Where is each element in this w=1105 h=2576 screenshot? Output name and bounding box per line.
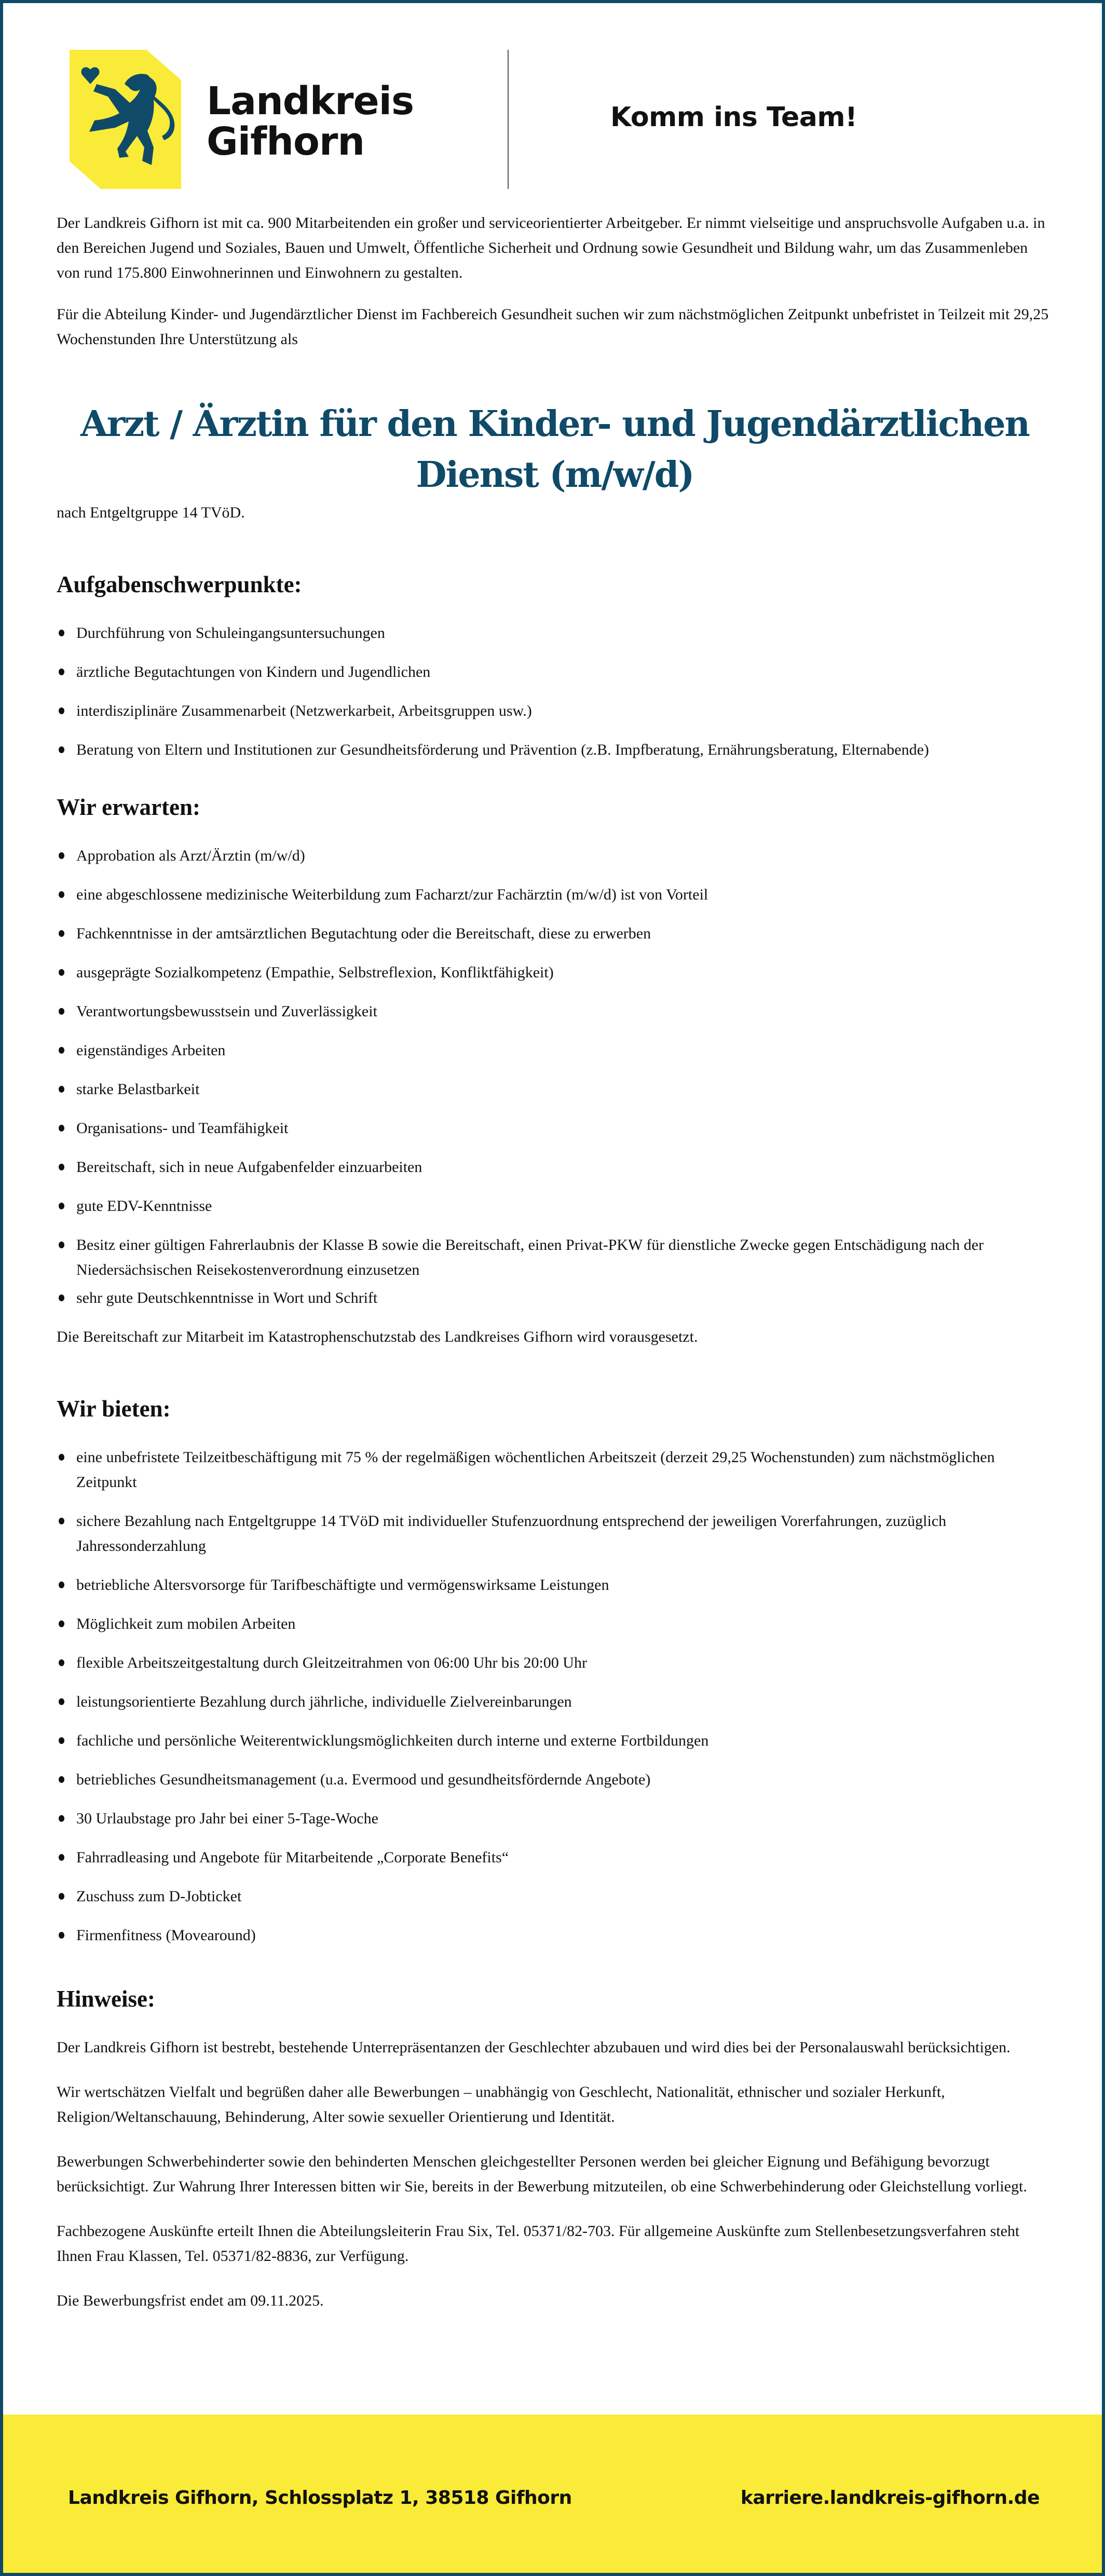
list-item: starke Belastbarkeit — [57, 1077, 1053, 1102]
list-item: Zuschuss zum D-Jobticket — [57, 1884, 1053, 1909]
list-item: sichere Bezahlung nach Entgeltgruppe 14 TVöD mit individueller Stufenzuordnung entsprechend der jeweiligen Vorerfahrungen, zuzüglich Jahressonderzahlung — [57, 1509, 1053, 1559]
job-title: Arzt / Ärztin für den Kinder- und Jugendärztlichen Dienst (m/w/d) — [80, 403, 1029, 496]
logo-line-2: Gifhorn — [207, 119, 364, 164]
list-item: Verantwortungsbewusstsein und Zuverlässigkeit — [57, 999, 1053, 1024]
list-item: eigenständiges Arbeiten — [57, 1038, 1053, 1063]
expect-list — [57, 843, 1053, 1311]
list-item: gute EDV-Kenntnisse — [57, 1194, 1053, 1219]
list-item: Möglichkeit zum mobilen Arbeiten — [57, 1612, 1053, 1637]
footer-address: Landkreis Gifhorn, Schlossplatz 1, 38518 Gifhorn — [68, 2487, 572, 2509]
header-divider — [508, 50, 509, 189]
list-item: flexible Arbeitszeitgestaltung durch Gleitzeitrahmen von 06:00 Uhr bis 20:00 Uhr — [57, 1651, 1053, 1675]
list-item: Fachkenntnisse in der amtsärztlichen Begutachtung oder die Bereitschaft, diese zu erwerben — [57, 921, 1053, 946]
list-item: Beratung von Eltern und Institutionen zur Gesundheitsförderung und Prävention (z.B. Impfberatung, Ernährungsberatung, Elternabende) — [57, 738, 1053, 762]
hints — [57, 2035, 1053, 2313]
hint-paragraph: Der Landkreis Gifhorn ist bestrebt, bestehende Unterrepräsentanzen der Geschlechter abzubauen und wird dies bei der Personalauswahl berücksichtigen. — [57, 2039, 1011, 2056]
contact-paragraph: Fachbezogene Auskünfte erteilt Ihnen die Abteilungsleiterin Frau Six, Tel. 05371/82-703. Für allgemeine Auskünfte zum Stellenbesetzungsverfahren steht Ihnen Frau Klassen, Tel. 05371/82-8836, zur Verfügung. — [57, 2223, 1020, 2265]
list-item: Organisations- und Teamfähigkeit — [57, 1116, 1053, 1141]
offer-list — [57, 1445, 1053, 1948]
list-item: ausgeprägte Sozialkompetenz (Empathie, Selbstreflexion, Konfliktfähigkeit) — [57, 960, 1053, 985]
list-item: Approbation als Arzt/Ärztin (m/w/d) — [57, 843, 1053, 868]
header — [3, 3, 1102, 200]
list-item: betriebliche Altersvorsorge für Tarifbeschäftigte und vermögenswirksame Leistungen — [57, 1573, 1053, 1598]
list-item: Firmenfitness (Movearound) — [57, 1923, 1053, 1948]
list-item: 30 Urlaubstage pro Jahr bei einer 5-Tage-Woche — [57, 1806, 1053, 1831]
list-item: Fahrradleasing und Angebote für Mitarbeitende „Corporate Benefits“ — [57, 1845, 1053, 1870]
expect-note: Die Bereitschaft zur Mitarbeit im Katastrophenschutzstab des Landkreises Gifhorn wird vorausgesetzt. — [57, 1328, 698, 1345]
lion-coat-of-arms-icon — [70, 50, 181, 189]
intro — [57, 211, 1053, 352]
footer — [3, 2415, 1102, 2573]
section-heading-tasks: Aufgabenschwerpunkte: — [57, 571, 302, 597]
list-item: Bereitschaft, sich in neue Aufgabenfelder einzuarbeiten — [57, 1155, 1053, 1180]
logo-line-1: Landkreis — [207, 79, 414, 124]
list-item: fachliche und persönliche Weiterentwicklungsmöglichkeiten durch interne und externe Fortbildungen — [57, 1728, 1053, 1753]
main-content — [57, 211, 1053, 2313]
intro-paragraph: Der Landkreis Gifhorn ist mit ca. 900 Mitarbeitenden ein großer und serviceorientierter Arbeitgeber. Er nimmt vielseitige und anspruchsvolle Aufgaben u.a. in den Bereichen Jugend und Soziales, Bauen und Umwelt, Öffentliche Sicherheit und Ordnung sowie Gesundheit und Bildung wahr, um das Zusammenleben von rund 175.800 Einwohnerinnen und Einwohnern zu gestalten. — [57, 214, 1045, 281]
section-heading-expect: Wir erwarten: — [57, 794, 200, 820]
list-item: sehr gute Deutschkenntnisse in Wort und Schrift — [57, 1286, 1053, 1311]
hint-paragraph: Wir wertschätzen Vielfalt und begrüßen daher alle Bewerbungen – unabhängig von Geschlecht, Nationalität, ethnischer und sozialer Herkunft, Religion/Weltanschauung, Behinderung, Alter sowie sexueller Orientierung und Identität. — [57, 2083, 945, 2125]
list-item: Durchführung von Schuleingangsuntersuchungen — [57, 621, 1053, 646]
list-item: betriebliches Gesundheitsmanagement (u.a. Evermood und gesundheitsfördernde Angebote) — [57, 1767, 1053, 1792]
section-heading-hints: Hinweise: — [57, 1986, 155, 2012]
footer-url-link[interactable]: karriere.landkreis-gifhorn.de — [740, 2487, 1040, 2509]
tasks-list — [57, 621, 1053, 762]
list-item: interdisziplinäre Zusammenarbeit (Netzwerkarbeit, Arbeitsgruppen usw.) — [57, 699, 1053, 724]
deadline-paragraph: Die Bewerbungsfrist endet am 09.11.2025. — [57, 2292, 324, 2309]
list-item: eine abgeschlossene medizinische Weiterbildung zum Facharzt/zur Fachärztin (m/w/d) ist von Vorteil — [57, 882, 1053, 907]
list-item: eine unbefristete Teilzeitbeschäftigung mit 75 % der regelmäßigen wöchentlichen Arbeitszeit (derzeit 29,25 Wochenstunden) zum nächstmöglichen Zeitpunkt — [57, 1445, 1053, 1495]
intro-paragraph: Für die Abteilung Kinder- und Jugendärztlicher Dienst im Fachbereich Gesundheit suchen wir zum nächstmöglichen Zeitpunkt unbefristet in Teilzeit mit 29,25 Wochenstunden Ihre Unterstützung als — [57, 306, 1049, 348]
header-tagline: Komm ins Team! — [610, 102, 857, 133]
hint-paragraph: Bewerbungen Schwerbehinderter sowie den behinderten Menschen gleichgestellter Personen werden bei gleicher Eignung und Befähigung bevorzugt berücksichtigt. Zur Wahrung Ihrer Interessen bitten wir Sie, bereits in der Bewerbung mitzuteilen, ob eine Schwerbehinderung oder Gleichstellung vorliegt. — [57, 2153, 1027, 2195]
section-heading-offer: Wir bieten: — [57, 1396, 171, 1422]
pay-group: nach Entgeltgruppe 14 TVöD. — [57, 504, 245, 521]
logo-wordmark — [207, 81, 414, 162]
list-item: leistungsorientierte Bezahlung durch jährliche, individuelle Zielvereinbarungen — [57, 1689, 1053, 1714]
list-item: ärztliche Begutachtungen von Kindern und Jugendlichen — [57, 660, 1053, 685]
list-item: Besitz einer gültigen Fahrerlaubnis der Klasse B sowie die Bereitschaft, einen Privat-PKW für dienstliche Zwecke gegen Entschädigung nach der Niedersächsischen Reisekostenverordnung einzusetzen — [57, 1233, 1053, 1283]
